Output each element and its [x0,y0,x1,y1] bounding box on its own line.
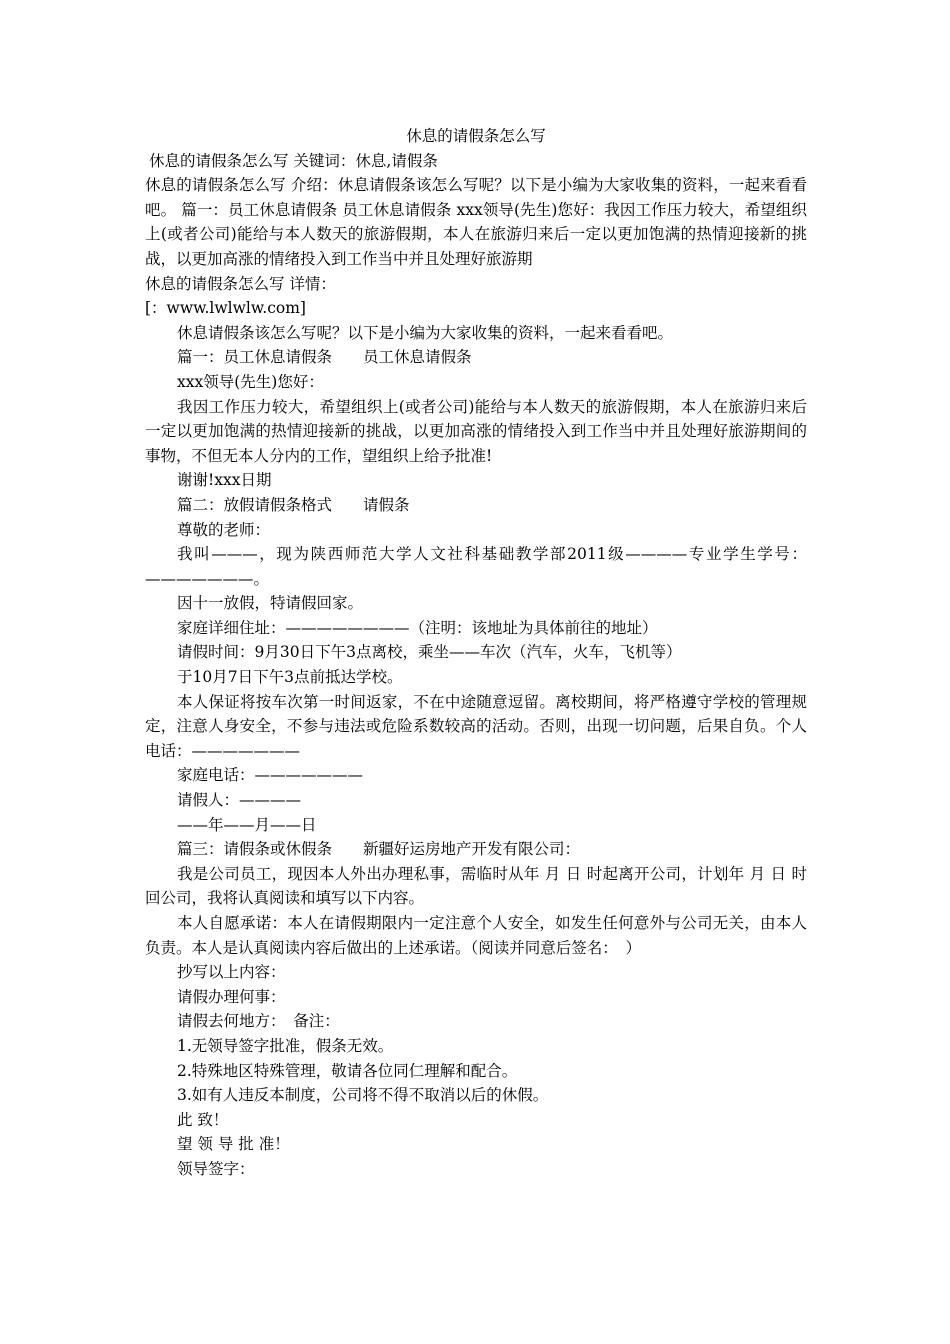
document-page [145,124,807,1182]
body-paragraph: 请假人：———— [177,791,302,810]
body-paragraph: 于10月7日下午3点前抵达学校。 [177,668,403,687]
body-paragraph: 请假去何地方： 备注： [177,1012,340,1031]
document-title: 休息的请假条怎么写 [406,127,546,145]
keywords-line: 休息的请假条怎么写 关键词：休息,请假条 [149,151,438,170]
details-label: 休息的请假条怎么写 详情： [145,274,336,293]
body-paragraph: 请假办理何事： [177,987,286,1006]
body-paragraph: ——年——月——日 [177,815,317,834]
section-heading: 篇三：请假条或休假条 新疆好运房地产开发有限公司： [177,840,581,859]
list-item: 3.如有人违反本制度，公司将不得不取消以后的休假。 [177,1086,549,1105]
body-paragraph: 我叫———，现为陕西师范大学人文社科基础教学部2011级————专业学生学号：———————。 [145,545,807,588]
body-paragraph: 谢谢!xxx日期 [177,471,272,490]
signature-line: 领导签字： [177,1159,255,1178]
section-heading: 篇一：员工休息请假条 员工休息请假条 [177,348,472,367]
body-paragraph: xxx领导(先生)您好： [177,372,324,391]
body-paragraph: 尊敬的老师： [177,520,271,539]
list-item: 1.无领导签字批准，假条无效。 [177,1036,394,1055]
body-paragraph: 本人保证将按车次第一时间返家，不在中途随意逗留。离校期间，将严格遵守学校的管理规定，注意人身安全，不参与违法或危险系数较高的活动。否则，出现一切问题，后果自负。个人电话：——————— [145,692,807,760]
body-paragraph: 抄写以上内容： [177,963,286,982]
source-link: [：www.lwlwlw.com] [145,299,306,318]
body-paragraph: 望 领 导 批 准！ [177,1135,290,1154]
body-paragraph: 我因工作压力较大，希望组织上(或者公司)能给与本人数天的旅游假期，本人在旅游归来后一定以更加饱满的热情迎接新的挑战，以更加高涨的情绪投入到工作当中并且处理好旅游期间的事物，不但无本人分内的工作，望组织上给予批准! [145,397,807,465]
body-paragraph: 我是公司员工，现因本人外出办理私事，需临时从年 月 日 时起离开公司，计划年 月 日 时回公司，我将认真阅读和填写以下内容。 [145,864,807,908]
body-paragraph: 本人自愿承诺：本人在请假期限内一定注意个人安全，如发生任何意外与公司无关，由本人负责。本人是认真阅读内容后做出的上述承诺。（阅读并同意后签名： ） [145,914,807,957]
body-paragraph: 因十一放假，特请假回家。 [177,594,364,613]
section-heading: 篇二：放假请假条格式 请假条 [177,495,410,514]
intro-paragraph: 休息的请假条怎么写 介绍：休息请假条该怎么写呢？以下是小编为大家收集的资料，一起来看看吧。 篇一：员工休息请假条 员工休息请假条 xxx领导(先生)您好：我因工作压力较大，希望组织上(或者公司)能给与本人数天的旅游假期，本人在旅游归来后一定以更加饱满的热情迎接新的挑战，以更加高涨的情绪投入到工作当中并且处理好旅游期 [145,176,807,268]
body-paragraph: 家庭电话：——————— [177,766,364,785]
body-paragraph: 请假时间：9月30日下午3点离校，乘坐——车次（汽车，火车，飞机等） [177,643,682,662]
body-paragraph: 此 致！ [177,1110,229,1129]
body-paragraph: 家庭详细住址：————————（注明：该地址为具体前往的地址） [177,618,658,637]
list-item: 2.特殊地区特殊管理，敬请各位同仁理解和配合。 [177,1061,518,1080]
body-paragraph: 休息请假条该怎么写呢？以下是小编为大家收集的资料，一起来看看吧。 [177,323,674,342]
